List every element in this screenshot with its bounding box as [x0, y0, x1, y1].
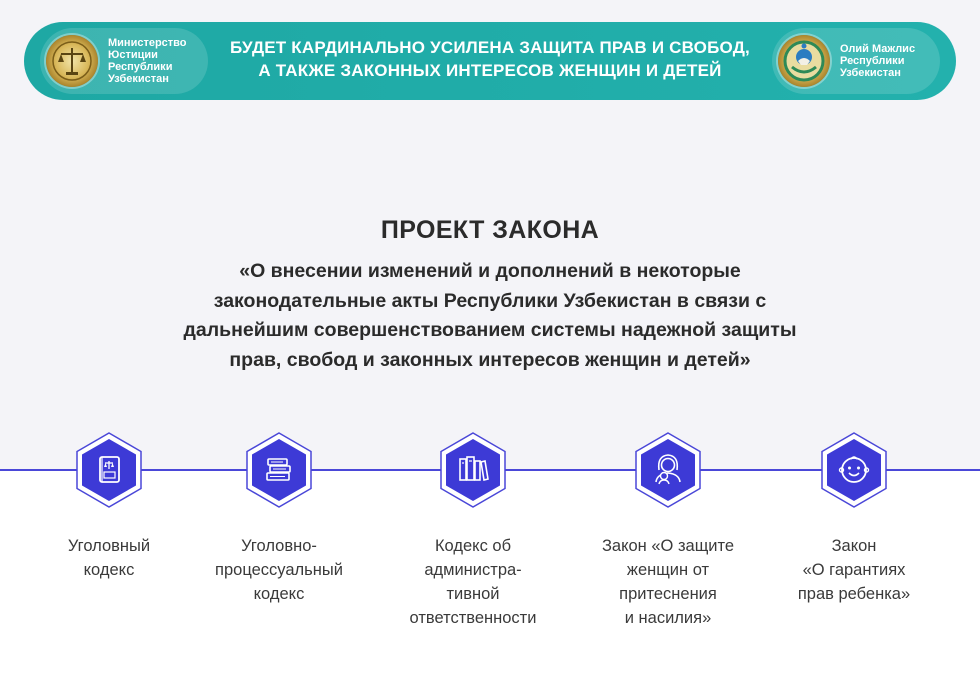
item-label-child-rights-law: Закон «О гарантиях прав ребенка» [797, 537, 911, 603]
woman-child-icon [635, 432, 701, 508]
law-subtitle: «О внесении изменений и дополнений в некоторые законодательные акты Республики Узбекистан в связи с дальнейшим совершенствованием системы надежной защиты прав, свобод и законных интересов женщин и детей» [183, 260, 797, 371]
item-label-women-protection-law: Закон «О защите женщин от притеснения и насилия» [601, 537, 735, 627]
scales-of-justice-emblem-icon [46, 35, 98, 87]
book-stack-icon [246, 432, 312, 508]
child-face-icon [821, 432, 887, 508]
law-book-icon [76, 432, 142, 508]
item-label-administrative-code: Кодекс об администра- тивной ответственности [409, 537, 537, 627]
parliament-name: Олий Мажлис Республики Узбекистан [840, 43, 916, 79]
ministry-name: Министерство Юстиции Республики Узбекистан [108, 37, 187, 85]
books-shelf-icon [440, 432, 506, 508]
header-banner [24, 22, 956, 100]
item-label-criminal-procedure-code: Уголовно- процессуальный кодекс [215, 537, 343, 603]
page-title: ПРОЕКТ ЗАКОНА [380, 216, 600, 244]
headline: БУДЕТ КАРДИНАЛЬНО УСИЛЕНА ЗАЩИТА ПРАВ И СВОБОД, А ТАКЖЕ ЗАКОННЫХ ИНТЕРЕСОВ ЖЕНЩИН И ДЕТЕЙ [230, 38, 750, 80]
item-label-criminal-code: Уголовный кодекс [67, 537, 151, 579]
parliament-badge [772, 28, 940, 94]
ministry-badge [40, 28, 208, 94]
state-emblem-icon [778, 35, 830, 87]
